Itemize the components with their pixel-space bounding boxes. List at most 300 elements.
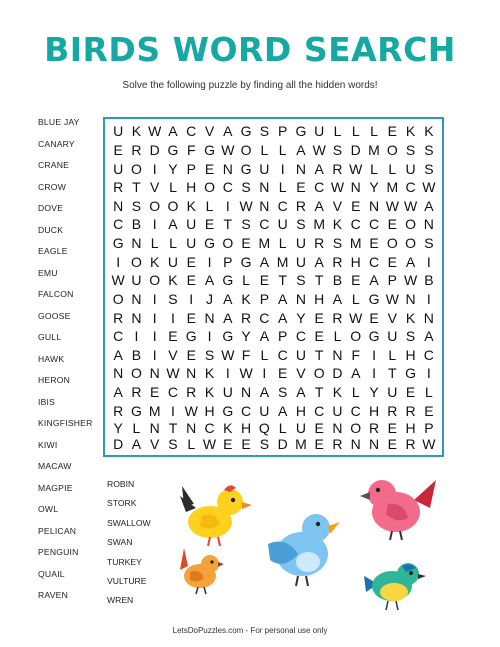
grid-letter[interactable]: O [112,290,124,307]
grid-letter[interactable]: S [168,290,178,307]
grid-letter[interactable]: E [296,179,306,196]
grid-letter[interactable]: H [204,402,215,419]
grid-letter[interactable]: K [168,272,178,289]
grid-letter[interactable]: C [350,216,361,233]
grid-letter[interactable]: O [167,197,179,214]
grid-letter[interactable]: D [350,141,361,158]
grid-letter[interactable]: H [314,290,325,307]
grid-letter[interactable]: O [405,216,417,233]
grid-letter[interactable]: E [387,420,397,436]
grid-letter[interactable]: E [204,216,215,233]
grid-letter[interactable]: M [313,216,326,233]
grid-letter[interactable]: E [277,365,288,382]
grid-letter[interactable]: S [405,328,416,345]
grid-letter[interactable]: S [296,272,306,289]
grid-letter[interactable]: S [204,346,215,363]
grid-letter[interactable]: P [387,272,397,289]
grid-letter[interactable]: K [204,384,215,401]
grid-letter[interactable]: H [186,179,197,196]
grid-letter[interactable]: O [240,141,252,158]
grid-letter[interactable]: M [148,402,161,419]
grid-letter[interactable]: E [150,384,160,401]
grid-letter[interactable]: N [405,290,416,307]
grid-letter[interactable]: E [259,272,270,289]
grid-letter[interactable]: V [296,365,306,382]
grid-letter[interactable]: S [332,141,343,158]
grid-letter[interactable]: C [314,402,325,419]
grid-letter[interactable]: N [204,309,215,326]
grid-letter[interactable]: D [277,436,288,452]
grid-letter[interactable]: U [131,272,142,289]
grid-letter[interactable]: I [207,253,212,270]
grid-letter[interactable]: N [149,420,160,436]
grid-letter[interactable]: C [368,253,380,270]
grid-letter[interactable]: L [260,346,269,363]
grid-letter[interactable]: B [424,272,434,289]
grid-letter[interactable]: R [241,309,252,326]
grid-letter[interactable]: C [186,123,197,140]
grid-letter[interactable]: K [223,420,233,436]
grid-letter[interactable]: N [423,216,434,233]
grid-letter[interactable]: I [280,160,285,177]
grid-letter[interactable]: O [386,235,398,252]
grid-letter[interactable]: C [113,216,124,233]
grid-letter[interactable]: A [424,197,434,214]
grid-letter[interactable]: N [186,365,197,382]
grid-letter[interactable]: N [149,365,160,382]
grid-letter[interactable]: A [259,328,270,345]
grid-letter[interactable]: W [385,290,399,307]
grid-letter[interactable]: W [349,309,363,326]
grid-letter[interactable]: G [204,235,215,252]
grid-letter[interactable]: A [113,384,123,401]
grid-letter[interactable]: O [149,272,161,289]
grid-letter[interactable]: S [332,235,343,252]
grid-letter[interactable]: U [277,216,288,233]
grid-letter[interactable]: E [168,328,178,345]
grid-letter[interactable]: F [186,141,196,158]
grid-letter[interactable]: O [204,179,215,196]
grid-letter[interactable]: A [223,290,233,307]
grid-letter[interactable]: E [387,123,397,140]
grid-letter[interactable]: I [152,216,157,233]
grid-letter[interactable]: U [167,253,179,270]
grid-letter[interactable]: K [424,123,434,140]
grid-letter[interactable]: K [332,216,343,233]
grid-letter[interactable]: W [403,197,418,214]
grid-letter[interactable]: C [241,402,252,419]
grid-letter[interactable]: A [223,309,233,326]
grid-letter[interactable]: L [351,123,360,140]
grid-letter[interactable]: S [241,179,251,196]
grid-letter[interactable]: W [239,365,253,382]
grid-letter[interactable]: R [131,384,142,401]
grid-letter[interactable]: S [259,123,270,140]
grid-letter[interactable]: E [387,436,397,452]
grid-letter[interactable]: S [424,235,434,252]
grid-letter[interactable]: R [332,160,343,177]
grid-letter[interactable]: G [222,272,234,289]
grid-letter[interactable]: H [405,346,416,363]
grid-letter[interactable]: W [422,436,436,452]
grid-letter[interactable]: V [168,346,178,363]
grid-letter[interactable]: K [150,253,160,270]
grid-letter[interactable]: A [424,328,434,345]
grid-letter[interactable]: C [405,179,416,196]
grid-letter[interactable]: I [152,160,157,177]
grid-letter[interactable]: B [131,346,142,363]
grid-letter[interactable]: K [131,123,142,140]
grid-letter[interactable]: I [426,253,431,270]
grid-letter[interactable]: O [130,253,142,270]
grid-letter[interactable]: O [130,160,142,177]
grid-letter[interactable]: W [403,272,418,289]
grid-letter[interactable]: W [148,123,162,140]
grid-letter[interactable]: L [370,160,378,177]
grid-letter[interactable]: G [295,123,307,140]
grid-letter[interactable]: D [149,141,160,158]
grid-letter[interactable]: L [333,328,342,345]
grid-letter[interactable]: E [241,235,251,252]
grid-letter[interactable]: N [368,436,380,452]
grid-letter[interactable]: N [222,160,233,177]
grid-letter[interactable]: G [405,365,417,382]
grid-letter[interactable]: C [222,179,233,196]
grid-letter[interactable]: A [369,272,379,289]
grid-letter[interactable]: R [314,235,325,252]
grid-letter[interactable]: N [186,420,197,436]
grid-letter[interactable]: C [350,402,361,419]
grid-letter[interactable]: H [241,420,252,436]
grid-letter[interactable]: P [186,160,196,177]
grid-letter[interactable]: T [132,179,141,196]
grid-letter[interactable]: Y [369,179,379,196]
grid-letter[interactable]: A [168,123,178,140]
grid-letter[interactable]: P [277,328,288,345]
grid-letter[interactable]: I [171,402,175,419]
grid-letter[interactable]: A [277,290,288,307]
grid-letter[interactable]: N [350,179,361,196]
grid-letter[interactable]: K [204,365,215,382]
grid-letter[interactable]: R [113,402,124,419]
grid-letter[interactable]: E [204,160,215,177]
grid-letter[interactable]: O [386,141,398,158]
grid-letter[interactable]: A [351,365,361,382]
grid-letter[interactable]: W [312,141,326,158]
grid-letter[interactable]: E [387,253,397,270]
grid-letter[interactable]: E [113,141,123,158]
grid-letter[interactable]: V [150,436,160,452]
grid-letter[interactable]: H [350,253,361,270]
grid-letter[interactable]: F [241,346,251,363]
grid-letter[interactable]: A [296,141,306,158]
grid-letter[interactable]: T [223,216,233,233]
grid-letter[interactable]: A [131,436,142,452]
grid-letter[interactable]: R [186,384,197,401]
grid-letter[interactable]: M [295,436,307,452]
grid-letter[interactable]: G [240,123,252,140]
grid-letter[interactable]: M [258,235,271,252]
grid-letter[interactable]: D [332,365,343,382]
grid-letter[interactable]: E [223,436,233,452]
grid-letter[interactable]: E [186,272,196,289]
grid-letter[interactable]: W [422,179,436,196]
grid-letter[interactable]: K [405,309,416,326]
grid-letter[interactable]: E [369,309,379,326]
grid-letter[interactable]: A [314,160,324,177]
grid-letter[interactable]: M [386,179,399,196]
grid-letter[interactable]: P [259,290,270,307]
grid-letter[interactable]: K [332,384,343,401]
grid-letter[interactable]: E [186,253,196,270]
grid-letter[interactable]: L [351,384,360,401]
grid-letter[interactable]: W [349,160,363,177]
grid-letter[interactable]: V [387,309,397,326]
grid-letter[interactable]: A [259,384,270,401]
grid-letter[interactable]: J [206,290,214,307]
grid-letter[interactable]: I [134,328,139,345]
grid-letter[interactable]: E [314,328,324,345]
grid-letter[interactable]: N [350,436,361,452]
grid-letter[interactable]: E [369,235,379,252]
grid-letter[interactable]: G [368,328,380,345]
grid-letter[interactable]: R [405,436,416,452]
grid-letter[interactable]: R [332,253,343,270]
grid-letter[interactable]: L [278,420,287,436]
grid-letter[interactable]: M [276,253,289,270]
grid-letter[interactable]: I [152,346,157,363]
grid-letter[interactable]: L [278,235,287,252]
grid-letter[interactable]: F [351,346,361,363]
grid-letter[interactable]: U [259,402,270,419]
grid-letter[interactable]: N [423,309,434,326]
grid-letter[interactable]: E [241,436,251,452]
grid-letter[interactable]: I [372,365,376,382]
grid-letter[interactable]: S [259,436,270,452]
grid-letter[interactable]: S [241,216,251,233]
grid-letter[interactable]: R [113,309,124,326]
grid-letter[interactable]: E [351,197,361,214]
grid-letter[interactable]: Y [296,309,306,326]
grid-letter[interactable]: R [332,309,343,326]
grid-letter[interactable]: A [277,309,288,326]
grid-letter[interactable]: A [405,253,416,270]
grid-letter[interactable]: U [186,235,197,252]
grid-letter[interactable]: M [368,141,380,158]
grid-letter[interactable]: I [152,328,157,345]
grid-letter[interactable]: L [169,235,177,252]
grid-letter[interactable]: C [277,197,288,214]
grid-letter[interactable]: L [424,384,433,401]
grid-letter[interactable]: A [223,123,233,140]
grid-letter[interactable]: E [351,272,361,289]
grid-letter[interactable]: E [314,309,324,326]
grid-letter[interactable]: L [187,436,196,452]
grid-letter[interactable]: I [426,365,431,382]
grid-letter[interactable]: L [150,235,159,252]
grid-letter[interactable]: R [295,197,306,214]
grid-letter[interactable]: C [368,216,380,233]
grid-letter[interactable]: B [131,216,142,233]
grid-letter[interactable]: Y [168,160,178,177]
grid-letter[interactable]: Y [369,384,379,401]
grid-letter[interactable]: S [296,216,306,233]
grid-letter[interactable]: C [259,309,270,326]
grid-letter[interactable]: U [295,253,306,270]
grid-letter[interactable]: R [332,436,343,452]
grid-letter[interactable]: K [186,197,196,214]
grid-letter[interactable]: K [405,123,416,140]
grid-letter[interactable]: N [131,309,142,326]
grid-letter[interactable]: T [278,272,287,289]
grid-letter[interactable]: I [426,290,431,307]
grid-letter[interactable]: N [332,420,343,436]
grid-letter[interactable]: I [207,328,212,345]
grid-letter[interactable]: O [130,365,142,382]
grid-letter[interactable]: U [222,384,233,401]
grid-letter[interactable]: L [278,141,287,158]
grid-letter[interactable]: U [113,160,124,177]
grid-letter[interactable]: G [130,402,142,419]
grid-letter[interactable]: P [223,253,233,270]
grid-letter[interactable]: O [405,235,417,252]
grid-letter[interactable]: G [240,160,252,177]
grid-letter[interactable]: M [349,235,362,252]
grid-letter[interactable]: W [239,197,253,214]
grid-letter[interactable]: S [424,160,434,177]
grid-letter[interactable]: C [295,328,306,345]
grid-letter[interactable]: R [131,141,142,158]
grid-letter[interactable]: S [405,141,416,158]
grid-letter[interactable]: A [296,384,306,401]
grid-letter[interactable]: L [205,197,214,214]
grid-letter[interactable]: A [168,216,178,233]
grid-letter[interactable]: R [405,402,416,419]
grid-letter[interactable]: B [332,272,343,289]
grid-letter[interactable]: H [405,420,416,436]
grid-letter[interactable]: C [277,346,288,363]
grid-letter[interactable]: Y [241,328,251,345]
grid-letter[interactable]: I [225,365,230,382]
grid-letter[interactable]: E [186,309,196,326]
grid-letter[interactable]: C [113,328,124,345]
grid-letter[interactable]: I [225,197,230,214]
grid-letter[interactable]: S [168,436,178,452]
grid-letter[interactable]: L [132,420,141,436]
grid-letter[interactable]: C [259,216,270,233]
grid-letter[interactable]: G [167,141,179,158]
grid-letter[interactable]: U [186,216,197,233]
grid-letter[interactable]: I [372,346,376,363]
grid-letter[interactable]: U [387,384,398,401]
grid-letter[interactable]: L [351,290,360,307]
grid-letter[interactable]: O [350,420,362,436]
grid-letter[interactable]: O [350,328,362,345]
grid-letter[interactable]: T [314,272,324,289]
grid-letter[interactable]: L [333,123,342,140]
grid-letter[interactable]: C [204,420,215,436]
grid-letter[interactable]: I [152,309,157,326]
grid-letter[interactable]: R [387,402,398,419]
grid-letter[interactable]: W [202,436,217,452]
grid-letter[interactable]: U [314,123,325,140]
grid-letter[interactable]: H [295,402,306,419]
grid-letter[interactable]: A [259,253,270,270]
grid-letter[interactable]: N [113,365,124,382]
grid-letter[interactable]: U [332,402,343,419]
grid-letter[interactable]: N [332,346,343,363]
grid-letter[interactable]: A [277,402,288,419]
grid-letter[interactable]: E [186,346,196,363]
grid-letter[interactable]: W [111,272,125,289]
grid-letter[interactable]: I [189,290,194,307]
grid-letter[interactable]: U [295,346,306,363]
grid-letter[interactable]: O [222,235,234,252]
grid-letter[interactable]: W [330,179,345,196]
grid-letter[interactable]: G [240,253,252,270]
grid-letter[interactable]: E [314,420,324,436]
grid-letter[interactable]: T [314,384,324,401]
grid-letter[interactable]: W [221,346,235,363]
grid-letter[interactable]: S [131,197,142,214]
grid-letter[interactable]: L [242,272,250,289]
grid-letter[interactable]: U [295,235,306,252]
grid-letter[interactable]: Y [113,420,123,436]
grid-letter[interactable]: R [368,420,380,436]
grid-letter[interactable]: C [423,346,434,363]
grid-letter[interactable]: A [314,197,324,214]
grid-letter[interactable]: V [332,197,343,214]
grid-letter[interactable]: C [167,384,179,401]
grid-letter[interactable]: N [259,197,270,214]
grid-letter[interactable]: O [149,197,161,214]
grid-letter[interactable]: U [405,160,416,177]
grid-letter[interactable]: U [295,420,306,436]
grid-letter[interactable]: E [387,216,397,233]
grid-letter[interactable]: C [314,179,325,196]
grid-letter[interactable]: N [131,235,142,252]
grid-letter[interactable]: I [116,253,121,270]
grid-letter[interactable]: L [169,179,177,196]
grid-letter[interactable]: S [277,384,288,401]
grid-letter[interactable]: T [388,365,397,382]
grid-letter[interactable]: A [113,346,123,363]
grid-letter[interactable]: P [277,123,288,140]
grid-letter[interactable]: W [184,402,198,419]
grid-letter[interactable]: L [278,179,287,196]
grid-letter[interactable]: L [388,346,397,363]
grid-letter[interactable]: O [313,365,325,382]
grid-letter[interactable]: I [152,290,157,307]
grid-letter[interactable]: U [387,328,398,345]
grid-letter[interactable]: K [241,290,251,307]
grid-letter[interactable]: N [241,384,252,401]
grid-letter[interactable]: W [385,197,399,214]
grid-letter[interactable]: L [388,160,397,177]
grid-letter[interactable]: G [368,290,380,307]
grid-letter[interactable]: G [185,328,197,345]
grid-letter[interactable]: I [171,309,175,326]
grid-letter[interactable]: G [112,235,124,252]
grid-letter[interactable]: T [168,420,178,436]
grid-letter[interactable]: G [222,328,234,345]
grid-letter[interactable]: Q [258,420,270,436]
grid-letter[interactable]: N [259,179,270,196]
grid-letter[interactable]: W [221,141,235,158]
grid-letter[interactable]: N [131,290,142,307]
grid-letter[interactable]: I [262,365,267,382]
grid-letter[interactable]: A [314,253,324,270]
